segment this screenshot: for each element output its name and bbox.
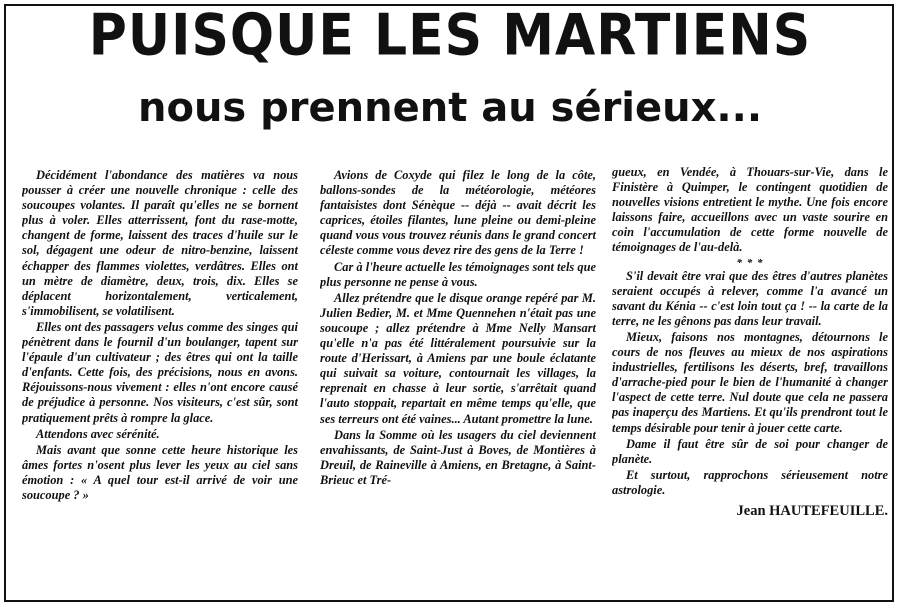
paragraph: Avions de Coxyde qui filez le long de la côte, ballons-sondes de la météorologie, météores fantaisistes dont Sénèque -- déjà -- avait décrit les caprices, étoiles filantes, lune pleine ou demi-pleine quand vous vous trouvez réunis dans le grand concert céleste comme vous devez rire des gens de la Terre ! bbox=[320, 168, 596, 258]
column-1 bbox=[22, 168, 298, 593]
column-2 bbox=[320, 168, 596, 593]
paragraph: Décidément l'abondance des matières va nous pousser à créer une nouvelle chronique : celle des soucoupes volantes. Il paraît qu'elles ne se bornent plus à voler. Elles atterrissent, font du rase-motte, changent de forme, laissent des traces d'huile sur le sol, dégagent une odeur de nitro-benzine, laissent échapper des flammes violettes, verdâtres. Elles ont un mètre de diamètre, deux, trois, dix. Elles se déplacent horizontalement, verticalement, s'immobilisent, se volatilisent. bbox=[22, 168, 298, 318]
paragraph: Car à l'heure actuelle les témoignages sont tels que plus personne ne pense à vous. bbox=[320, 259, 596, 289]
headline-line-1: PUISQUE LES MARTIENS bbox=[88, 2, 812, 69]
paragraph: Mais avant que sonne cette heure historique les âmes fortes n'osent plus lever les yeux au ciel sans émotion : « A quel tour est-il arrivé de voir une soucoupe ? » bbox=[22, 442, 298, 502]
paragraph: Et surtout, rapprochons sérieusement notre astrologie. bbox=[612, 467, 888, 497]
paragraph: Dans la Somme où les usagers du ciel deviennent envahissants, de Saint-Just à Boves, de Montières à Dreuil, de Raineville à Amiens, en Bretagne, à Saint-Brieuc et Tré- bbox=[320, 427, 596, 487]
paragraph: Dame il faut être sûr de soi pour changer de planète. bbox=[612, 436, 888, 466]
paragraph: Allez prétendre que le disque orange repéré par M. Julien Bedier, M. et Mme Quennehen n'était pas une soucoupe ; allez prétendre à Mme Nelly Mansart qu'elle n'a pas été littéralement poursuivie sur la route d'Herissart, à Amiens par une boule éclatante qui suivait sa voiture, contournait les villages, la reprenait en chasse à leur sortie, s'arrêtait quand l'auto stoppait, repartait en même temps qu'elle, que ses terreurs ont été vaines... Autant promettre la lune. bbox=[320, 290, 596, 426]
paragraph: Mieux, faisons nos montagnes, détournons le cours de nos fleuves au mieux de nos aspirations industrielles, fertilisons les déserts, bref, travaillons d'arrache-pied pour le bien de l'humanité à changer l'aspect de cette terre. Nul doute que cela ne passera pas inaperçu des Martiens. Et qu'ils prendront tout le temps désirable pour tenir à jouer cette carte. bbox=[612, 329, 888, 435]
paragraph: S'il devait être vrai que des êtres d'autres planètes seraient occupés à relever, comme l'a avancé un savant du Kénia -- c'est loin tout ça ! -- la carte de la terre, ne les gênons pas dans leur travail. bbox=[612, 268, 888, 328]
paragraph-continuation: gueux, en Vendée, à Thouars-sur-Vie, dans le Finistère à Quimper, le contingent quotidien de nouvelles visions entretient le mythe. Une fois encore laissons faire, accueillons avec un vaste sourire en coin l'accumulation de cette forme nouvelle de témoignages de l'au-delà. bbox=[612, 165, 888, 255]
paragraph: Elles ont des passagers velus comme des singes qui pénètrent dans le fournil d'un boulanger, tapent sur l'épaule d'un cultivateur ; des êtres qui ont la taille d'enfants. Cette fois, des précisions, nous en avons. Réjouissons-nous vivement : elles n'ont encore causé de préjudice à personne. Nos visiteurs, c'est sûr, sont pratiquement prêts à rompre la glace. bbox=[22, 319, 298, 425]
section-separator: * * * bbox=[736, 256, 764, 269]
column-3 bbox=[612, 165, 888, 590]
article-body bbox=[22, 165, 888, 593]
author-signature: Jean HAUTEFEUILLE. bbox=[736, 502, 888, 519]
headline-line-2: nous prennent au sérieux... bbox=[137, 85, 763, 131]
paragraph: Attendons avec sérénité. bbox=[36, 426, 160, 441]
